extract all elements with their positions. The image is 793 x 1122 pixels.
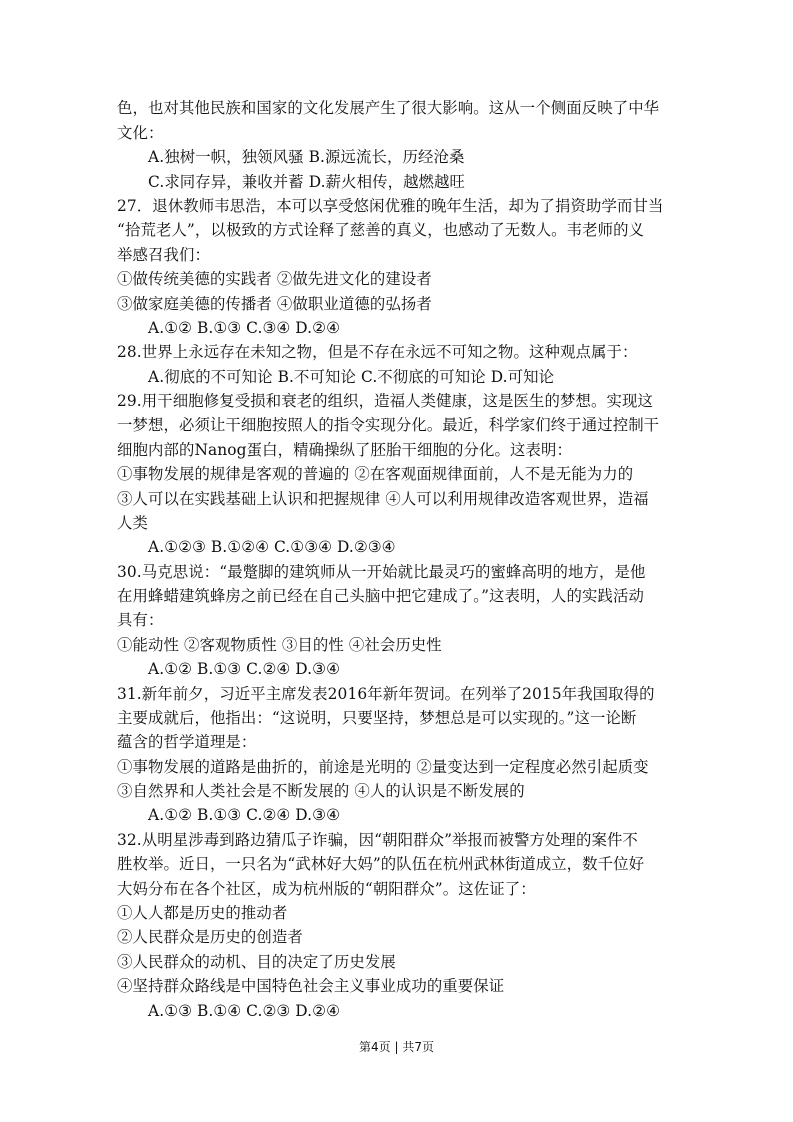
answer-options: A.独树一帜，独领风骚 B.源远流长，历经沧桑 [148, 148, 465, 166]
statement-line: ①事物发展的道路是曲折的，前途是光明的 ②量变达到一定程度必然引起质变 [117, 758, 649, 776]
text-line: 蕴含的哲学道理是： [117, 733, 257, 751]
answer-options: A.①②③ B.①②④ C.①③④ D.②③④ [148, 538, 396, 556]
text-line: 大妈分布在各个社区，成为杭州版的“朝阳群众”。这佐证了： [117, 880, 536, 898]
question-28: 28.世界上永远存在未知之物，但是不存在永远不可知之物。这种观点属于： [117, 343, 638, 361]
question-30: 30.马克思说：“最蹩脚的建筑师从一开始就比最灵巧的蜜蜂高明的地方，是他 [117, 563, 646, 581]
statement-line: ④坚持群众路线是中国特色社会主义事业成功的重要保证 [117, 977, 505, 995]
statement-line: ③做家庭美德的传播者 ④做职业道德的弘扬者 [117, 295, 432, 313]
text-line: 具有： [117, 611, 164, 629]
statement-line: ①事物发展的规律是客观的普遍的 ②在客观面规律面前，人不是无能为力的 [117, 465, 634, 483]
statement-line: ①人人都是历史的推动者 [117, 904, 288, 922]
answer-options: C.求同存异，兼收并蓄 D.薪火相传，越燃越旺 [148, 173, 466, 191]
page-footer: 第4页 | 共7页 [359, 1040, 434, 1054]
statement-line: ①做传统美德的实践者 ②做先进文化的建设者 [117, 270, 432, 288]
text-line: 文化： [117, 124, 164, 142]
answer-options: A.①② B.①③ C.②④ D.③④ [148, 806, 340, 824]
text-line: 色，也对其他民族和国家的文化发展产生了很大影响。这从一个侧面反映了中华 [117, 99, 660, 117]
text-line: 在用蜂蜡建筑蜂房之前已经在自己头脑中把它建成了。”这表明，人的实践活动 [117, 587, 644, 605]
question-29: 29.用干细胞修复受损和衰老的组织，造福人类健康，这是医生的梦想。实现这 [117, 392, 653, 410]
answer-options: A.①② B.①③ C.③④ D.②④ [148, 319, 340, 337]
statement-line: ③人可以在实践基础上认识和把握规律 ④人可以利用规律改造客观世界，造福 [117, 490, 649, 508]
question-31: 31.新年前夕，习近平主席发表2016年新年贺词。在列举了2015年我国取得的 [117, 685, 655, 703]
text-line: 一梦想，必须让干细胞按照人的指令实现分化。最近，科学家们终于通过控制干 [117, 416, 660, 434]
question-27: 27．退休教师韦思浩，本可以享受悠闲优雅的晚年生活，却为了捐资助学而甘当 [117, 197, 664, 215]
statement-line: ③人民群众的动机、目的决定了历史发展 [117, 953, 396, 971]
statement-line: ③自然界和人类社会是不断发展的 ④人的认识是不断发展的 [117, 782, 525, 800]
question-32: 32.从明星涉毒到路边猜瓜子诈骗，因“朝阳群众”举报而被警方处理的案件不 [117, 831, 638, 849]
text-line: 细胞内部的Nanog蛋白，精确操纵了胚胎干细胞的分化。这表明： [117, 441, 572, 459]
statement-line: ②人民群众是历史的创造者 [117, 928, 303, 946]
text-line: 举感召我们： [117, 246, 210, 264]
answer-options: A.彻底的不可知论 B.不可知论 C.不彻底的可知论 D.可知论 [148, 368, 555, 386]
text-line: “拾荒老人”，以极致的方式诠释了慈善的真义，也感动了无数人。韦老师的义 [117, 221, 645, 239]
text-line: 主要成就后，他指出：“这说明，只要坚持，梦想总是可以实现的。”这一论断 [117, 709, 637, 727]
answer-options: A.①③ B.①④ C.②③ D.②④ [148, 1002, 340, 1020]
statement-line: ①能动性 ②客观物质性 ③目的性 ④社会历史性 [117, 636, 442, 654]
answer-options: A.①② B.①③ C.②④ D.③④ [148, 660, 340, 678]
text-line: 胜枚举。近日，一只名为“武林好大妈”的队伍在杭州武林街道成立，数千位好 [117, 855, 645, 873]
text-line: 人类 [117, 514, 148, 532]
